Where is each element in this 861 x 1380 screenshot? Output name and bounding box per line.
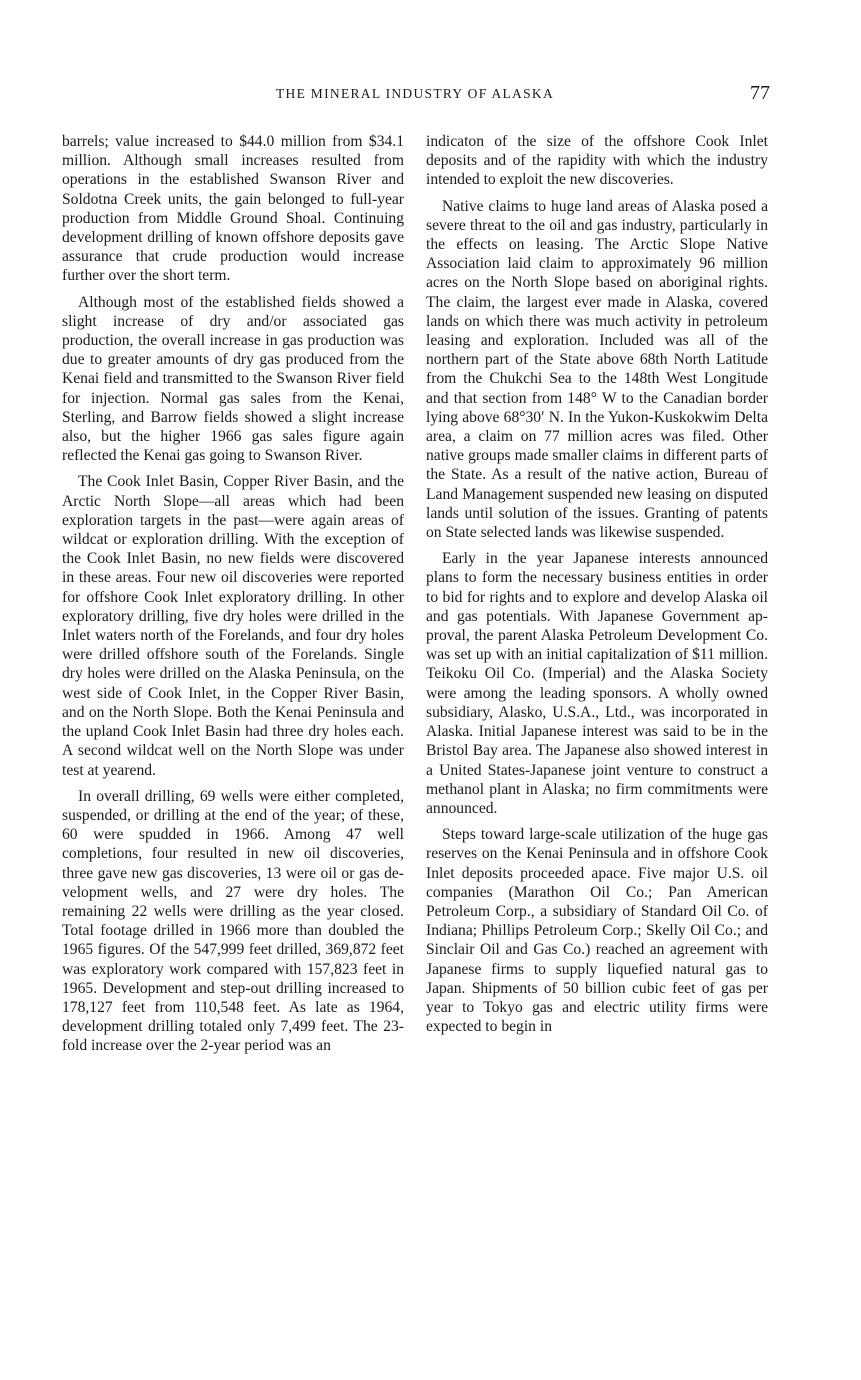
paragraph: The Cook Inlet Basin, Copper River Basin, and the Arctic North Slope—all areas which had been exploration targets in the past—were again areas of wildcat or exploration drilling. With the exception of the Cook Inlet Basin, no new fields were discovered in these areas. Four new oil discoveries were reported for offshore Cook Inlet exploratory drilling. In other exploratory drilling, five dry holes were drilled in the Inlet waters north of the Forelands, and four dry holes were drilled offshore south of the Forelands. Single dry holes were drilled on the Alaska Peninsula, on the west side of Cook Inlet, in the Copper River Basin, and on the North Slope. Both the Kenai Peninsula and the upland Cook Inlet Basin had three dry holes each. A second wildcat well on the North Slope was under test at yearend. (62, 473, 404, 779)
page-header (60, 82, 770, 110)
running-title: THE MINERAL INDUSTRY OF ALASKA (275, 86, 554, 101)
paragraph: Native claims to huge land areas of Alaska posed a severe threat to the oil and gas industry, particularly in the effects on leasing. The Arctic Slope Native Association laid claim to approximately 96 million acres on the North Slope based on aboriginal rights. The claim, the largest ever made in Alaska, covered lands on which there was much activity in petroleum leasing and exploration. Included was all of the northern part of the State above 68th North Latitude from the Chukchi Sea to the 148th West Longitude and that section from 148° W to the Canadian border lying above 68°30′ N. In the Yukon-Kuskokwim Delta area, a claim on 77 million acres was filed. Other native groups made smaller claims in different parts of the State. As a result of the native action, Bureau of Land Management suspended new leasing on disputed lands until solution of the issues. Granting of patents on State selected lands was likewise suspended. (426, 197, 768, 542)
paragraph: indicaton of the size of the offshore Cook Inlet deposits and of the rapidity with which the industry intended to exploit the new discoveries. (426, 133, 768, 189)
paragraph: Steps toward large-scale utilization of the huge gas reserves on the Kenai Peninsula and in offshore Cook Inlet deposits proceeded apace. Five major U.S. oil companies (Marathon Oil Co.; Pan American Petroleum Corp., a subsidiary of Standard Oil Co. of Indiana; Phillips Petroleum Corp.; Skelly Oil Co.; and Sinclair Oil and Gas Co.) reached an agreement with Japanese firms to supply liquefied natural gas to Japan. Shipments of 50 billion cubic feet of gas per year to Tokyo gas and electric utility firms were expected to begin in (426, 826, 768, 1036)
paragraph: In overall drilling, 69 wells were either completed, suspended, or drilling at the end of the year; of these, 60 were spudded in 1966. Among 47 well completions, four resulted in new oil discoveries, three gave new gas discoveries, 13 were oil or gas development wells, and 27 were dry holes. The remaining 22 wells were drilling as the year closed. Total footage drilled in 1966 more than doubled the 1965 figures. Of the 547,999 feet drilled, 369,872 feet was exploratory work compared with 157,823 feet in 1965. Development and step-out drilling increased to 178,127 feet from 110,548 feet. As late as 1964, development drilling totaled only 7,499 feet. The 23-fold increase over the 2-year period was an (62, 787, 404, 1055)
left-column (62, 132, 404, 1056)
paragraph: Although most of the established fields showed a slight increase of dry and/or associated gas production, the overall increase in gas production was due to greater amounts of dry gas produced from the Kenai field and transmitted to the Swanson River field for injection. Normal gas sales from the Kenai, Sterling, and Barrow fields showed a slight increase also, but the higher 1966 gas sales figure again reflected the Kenai gas going to Swanson River. (62, 293, 404, 465)
paragraph: Early in the year Japanese interests announced plans to form the necessary business entities in order to bid for rights and to explore and develop Alaska oil and gas potentials. With Japanese Government approval, the parent Alaska Petroleum Development Co. was set up with an initial capitalization of $11 million. Teikoku Oil Co. (Imperial) and the Alaska Society were among the leading sponsors. A wholly owned subsidiary, Alasko, U.S.A., Ltd., was incorporated in Alaska. Initial Japanese interest was said to be in the Bristol Bay area. The Japanese also showed interest in a United States-Japanese joint venture to construct a methanol plant in Alaska; no firm commitments were announced. (426, 550, 768, 817)
paragraph: barrels; value increased to $44.0 million from $34.1 million. Although small increases resulted from operations in the established Swanson River and Soldotna Creek units, the gain belonged to full-year production from Middle Ground Shoal. Continuing development drilling of known offshore deposits gave assurance that crude production would increase further over the short term. (62, 133, 404, 285)
page-number: 77 (750, 82, 770, 104)
right-column (426, 132, 768, 1036)
